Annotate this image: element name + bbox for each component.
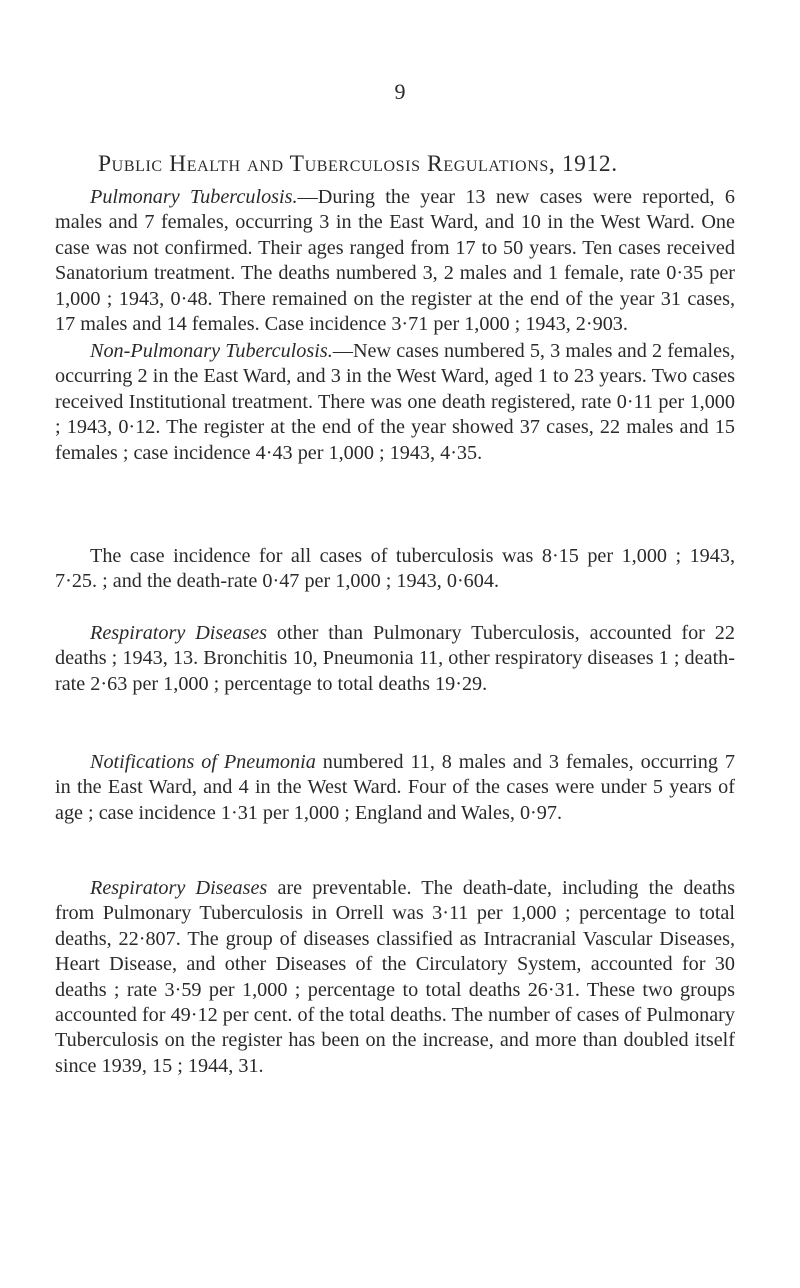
paragraph-tuberculosis-incidence — [55, 544, 735, 595]
paragraph-non-pulmonary-tuberculosis — [55, 339, 735, 466]
paragraph-text: are preventable. The death-date, including the deaths from Pulmonary Tuberculosis in Orrell was 3·11 per 1,000 ; percentage to total deaths, 22·807. The group of diseases classified as Intracranial Vascular Diseases, Heart Disease, and other Diseases of the Circulatory System, accounted for 30 deaths ; rate 3·59 per 1,000 ; percentage to total deaths 26·31. These two groups accounted for 49·12 per cent. of the total deaths. The number of cases of Pulmonary Tuberculosis on the register has been on the increase, and more than doubled itself since 1939, 15 ; 1944, 31. — [55, 877, 736, 1077]
paragraph-text: —New cases numbered 5, 3 males and 2 females, occurring 2 in the East Ward, and 3 in the West Ward, aged 1 to 23 years. Two cases received Institutional treatment. There was one death registered, rate 0·11 per 1,000 ; 1943, 0·12. The register at the end of the year showed 37 cases, 22 males and 15 females ; case incidence 4·43 per 1,000 ; 1943, 4·35. — [55, 340, 736, 464]
paragraph-respiratory-preventable — [55, 876, 735, 1079]
paragraph-text: —During the year 13 new cases were reported, 6 males and 7 females, occurring 3 in the East Ward, and 10 in the West Ward. One case was not confirmed. Their ages ranged from 17 to 50 years. Ten cases received Sanatorium treatment. The deaths numbered 3, 2 males and 1 female, rate 0·35 per 1,000 ; 1943, 0·48. There remained on the register at the end of the year 31 cases, 17 males and 14 females. Case incidence 3·71 per 1,000 ; 1943, 2·903. — [55, 186, 736, 336]
page-heading: Public Health and Tuberculosis Regulations, 1912. — [98, 151, 618, 177]
paragraph-title: Notifications of Pneumonia — [90, 751, 316, 773]
paragraph-pneumonia-notifications — [55, 750, 735, 826]
paragraph-title: Pulmonary Tuberculosis. — [90, 186, 298, 208]
paragraph-text: other than Pulmonary Tuberculosis, accounted for 22 deaths ; 1943, 13. Bronchitis 10, Pneumonia 11, other respiratory diseases 1 ; death-rate 2·63 per 1,000 ; percentage to total deaths 19·29. — [55, 622, 735, 695]
paragraph-title: Respiratory Diseases — [90, 622, 267, 644]
paragraph-text: numbered 11, 8 males and 3 females, occurring 7 in the East Ward, and 4 in the West Ward. Four of the cases were under 5 years of age ; case incidence 1·31 per 1,000 ; England and Wales, 0·97. — [55, 751, 735, 824]
paragraph-title: Non-Pulmonary Tuberculosis. — [90, 340, 333, 362]
page-number: 9 — [394, 79, 406, 104]
paragraph-text: The case incidence for all cases of tuberculosis was 8·15 per 1,000 ; 1943, 7·25. ; and the death-rate 0·47 per 1,000 ; 1943, 0·604. — [55, 545, 735, 593]
paragraph-respiratory-diseases — [55, 621, 735, 697]
paragraph-pulmonary-tuberculosis — [55, 185, 735, 337]
paragraph-title: Respiratory Diseases — [90, 877, 268, 899]
